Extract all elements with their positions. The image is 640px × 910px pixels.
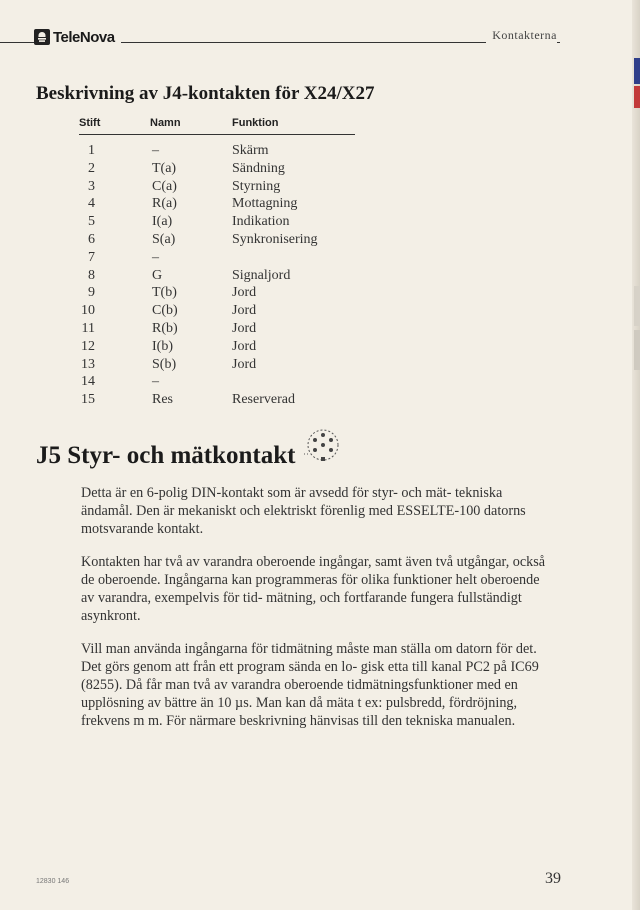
pin-function: Mottagning: [232, 196, 298, 212]
pin-function: Jord: [232, 303, 257, 319]
header-function: Funktion: [232, 117, 279, 129]
page-header: [0, 28, 560, 48]
edge-tab-light: [634, 286, 640, 326]
paragraph-3: Vill man använda ingångarna för tidmätning måste man ställa om datorn för det. Det görs genom att från ett program sända en lo- gisk etta till kanal PC2 på IC69 (8255). Då får man två av varandra oberoende tidmätningsfunktioner med en upplösning av bättre än 10 µs. Man kan då mäta t ex: pulsbredd, fördröjning, frekvens m m. För närmare beskrivning hänvisas till den tekniska manualen.: [81, 641, 539, 729]
pin-number: 4: [88, 196, 95, 212]
pin-name: T(b): [152, 285, 177, 301]
table-body: [79, 143, 355, 410]
table-row: [79, 143, 355, 161]
table-row: [79, 303, 355, 321]
pin-number: 3: [88, 178, 95, 194]
pin-function: Reserverad: [232, 392, 295, 408]
print-code: 12830 146: [36, 878, 70, 885]
pin-number: 1: [88, 143, 95, 158]
table-row: [79, 321, 355, 339]
pin-function: Jord: [232, 320, 257, 336]
pin-function: Styrning: [232, 178, 281, 194]
pin-number: 6: [88, 231, 95, 247]
table-row: [79, 374, 355, 392]
pin-number: 7: [88, 249, 95, 265]
pin-number: 15: [81, 392, 95, 408]
pin-name: –: [152, 249, 159, 265]
paragraph-1: Detta är en 6-polig DIN-kontakt som är avsedd för styr- och mät- tekniska ändamål. Den är mekaniskt och elektriskt förenlig med ESSELTE-100 datorns motsvarande kontakt.: [81, 485, 526, 537]
header-pin: Stift: [79, 117, 101, 129]
table-row: [79, 268, 355, 286]
pin-function: Sändning: [232, 160, 285, 176]
section-title: J5 Styr- och mätkontakt: [36, 442, 296, 469]
table-row: [79, 161, 355, 179]
telenova-logo-icon: [34, 29, 50, 45]
table-row: [79, 339, 355, 357]
paragraph-2: Kontakten har två av varandra oberoende ingångar, samt även två utgångar, också de oberoende. Ingångarna kan programmeras för olika funktioner helt oberoende av varandra, exempelvis för tid- mätning, och fortfarande fungera fullständigt asynkront.: [81, 554, 546, 624]
table-row: [79, 179, 355, 197]
pin-number: 5: [88, 214, 95, 230]
pin-name: I(b): [152, 338, 173, 354]
pin-function: Signaljord: [232, 267, 291, 283]
brand-logo: [34, 28, 121, 46]
din-connector-icon: [302, 424, 344, 466]
pin-name: S(b): [152, 356, 177, 372]
pin-name: C(b): [152, 303, 178, 319]
edge-tab-red: [634, 86, 640, 108]
pin-name: Res: [152, 392, 173, 408]
page-edge: [632, 0, 640, 910]
pin-name: I(a): [152, 214, 173, 230]
table-row: [79, 285, 355, 303]
table-row: [79, 357, 355, 375]
pin-function: Indikation: [232, 214, 290, 230]
pin-name: C(a): [152, 178, 177, 194]
pin-name: R(a): [152, 196, 177, 212]
pin-name: –: [152, 143, 159, 158]
pin-number: 8: [88, 267, 95, 283]
pin-function: Jord: [232, 285, 257, 301]
pin-number: 11: [81, 320, 95, 336]
pin-name: S(a): [152, 231, 176, 247]
brand-name: TeleNova: [53, 28, 115, 46]
table-header: [79, 116, 355, 135]
pin-name: G: [152, 267, 163, 283]
page-number: 39: [545, 870, 561, 887]
pin-number: 10: [81, 303, 95, 319]
pin-number: 14: [81, 374, 95, 390]
section-subtitle: Beskrivning av J4-kontakten för X24/X27: [36, 83, 375, 104]
pin-number: 2: [88, 160, 95, 176]
table-row: [79, 196, 355, 214]
table-row: [79, 392, 355, 410]
pin-function: Jord: [232, 338, 257, 354]
pin-function: Synkronisering: [232, 231, 318, 247]
pin-function: Jord: [232, 356, 257, 372]
pin-name: T(a): [152, 160, 177, 176]
pin-name: –: [152, 374, 159, 390]
edge-tab-light-2: [634, 330, 640, 370]
pin-number: 9: [88, 285, 95, 301]
header-name: Namn: [150, 117, 181, 129]
chapter-title: Kontakterna: [486, 28, 557, 43]
table-row: [79, 214, 355, 232]
table-row: [79, 250, 355, 268]
pin-number: 13: [81, 356, 95, 372]
pin-table: [79, 116, 355, 408]
pin-name: R(b): [152, 320, 178, 336]
table-row: [79, 232, 355, 250]
edge-tab-blue: [634, 58, 640, 84]
pin-function: Skärm: [232, 143, 269, 158]
pin-number: 12: [81, 338, 95, 354]
